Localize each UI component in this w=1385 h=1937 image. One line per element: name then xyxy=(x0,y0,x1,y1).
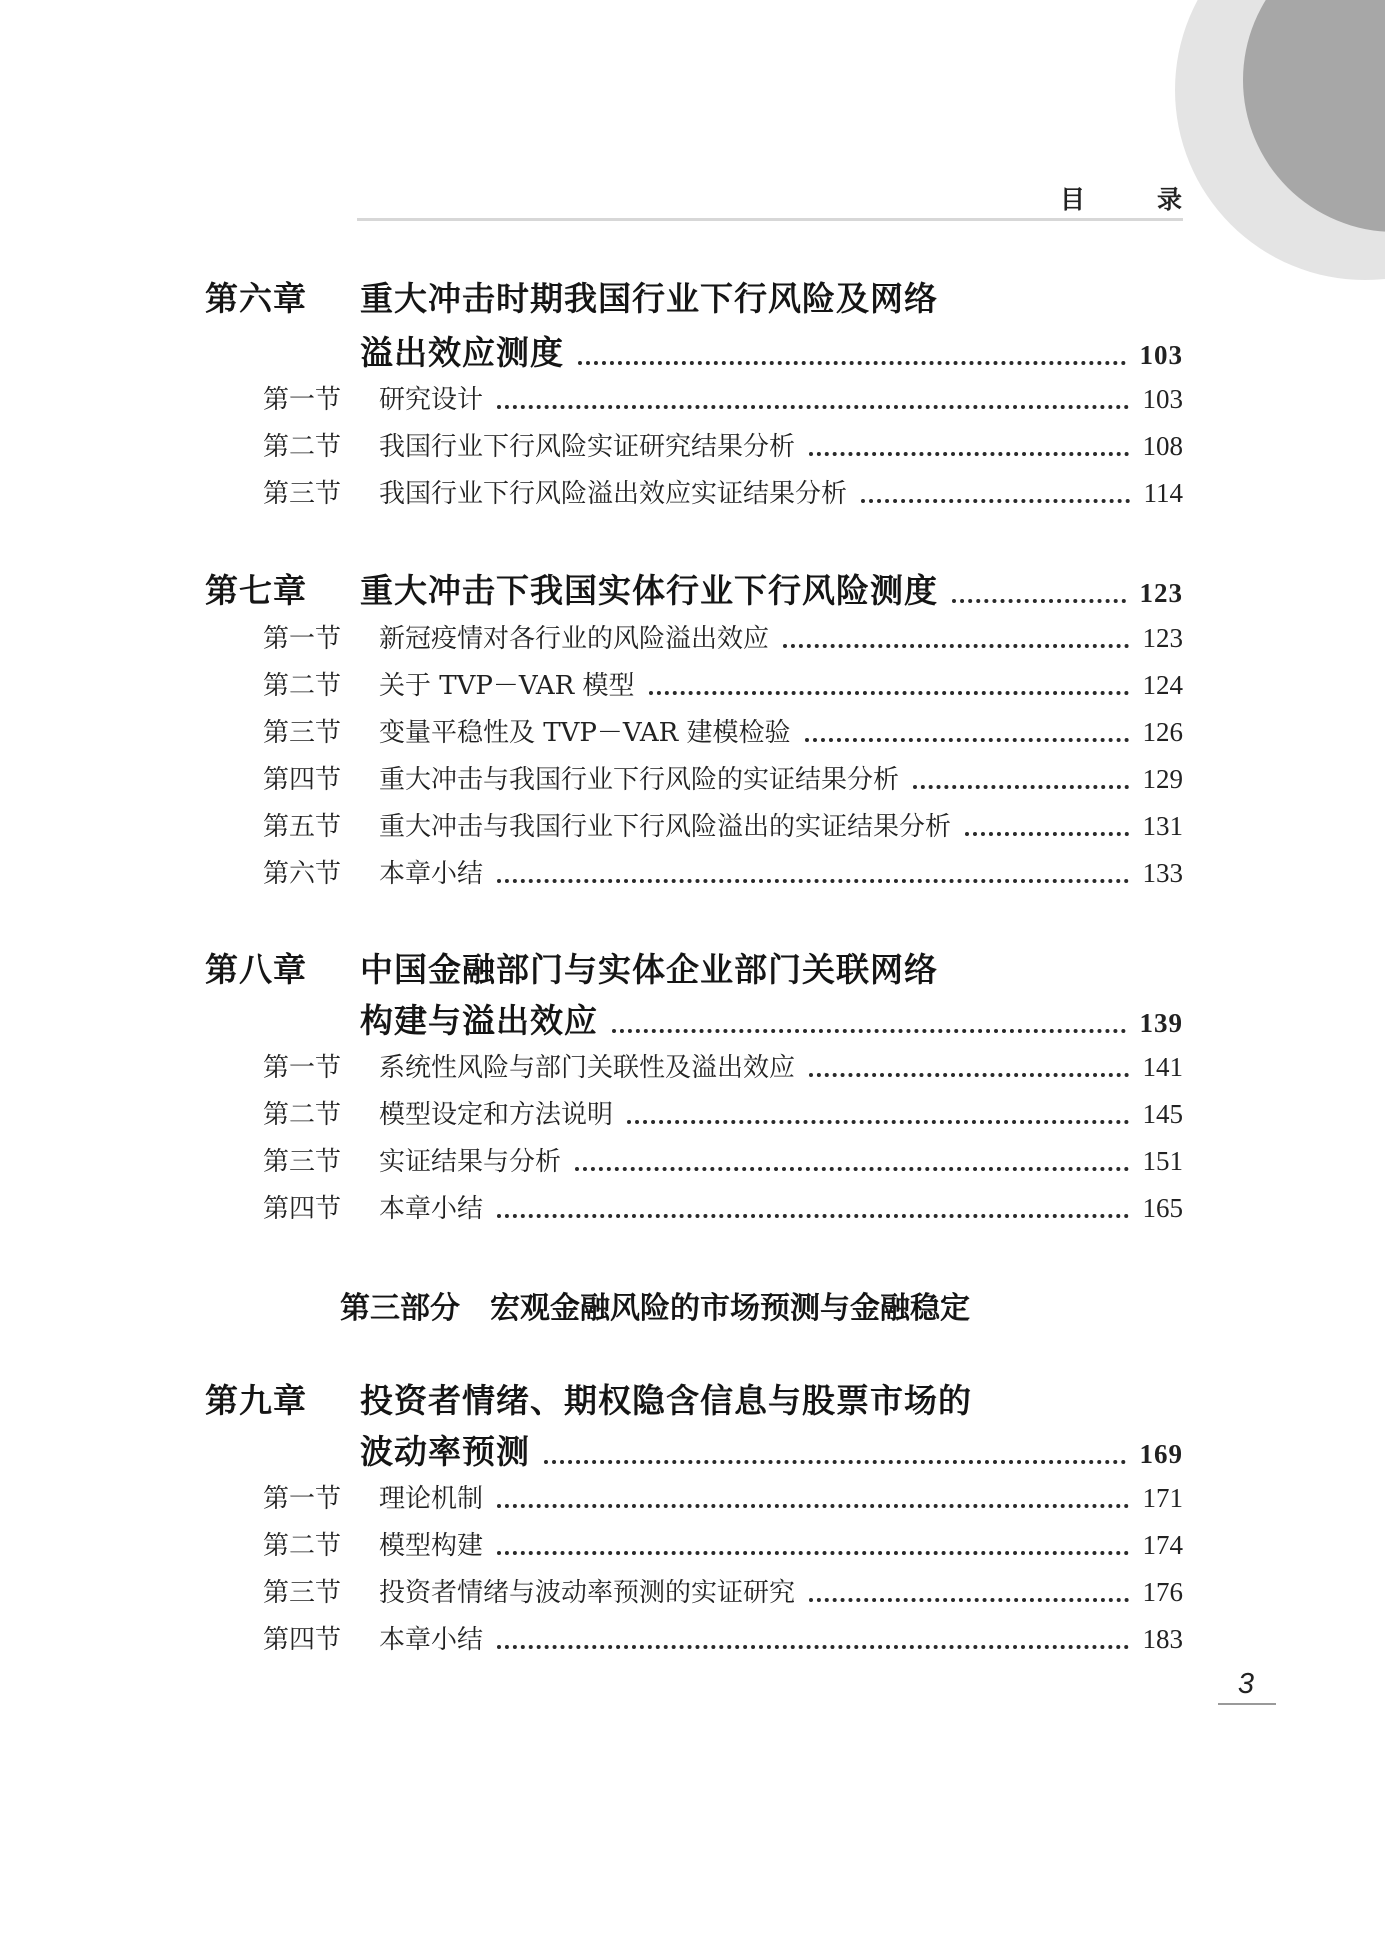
chapter-title: 重大冲击时期我国行业下行风险及网络 xyxy=(360,279,938,318)
chapter-title-cont: 波动率预测 xyxy=(360,1432,530,1471)
toc-section[interactable] xyxy=(263,1148,1183,1175)
dot-leader xyxy=(809,452,1128,456)
section-title: 关于 TVP－VAR 模型 xyxy=(379,671,635,701)
section-title: 实证结果与分析 xyxy=(379,1147,562,1177)
section-number: 第一节 xyxy=(263,1484,342,1514)
dot-leader xyxy=(578,361,1126,365)
dot-leader xyxy=(612,1029,1126,1033)
page-ref: 141 xyxy=(1142,1052,1183,1082)
dot-leader xyxy=(627,1120,1128,1124)
section-number: 第一节 xyxy=(263,385,342,415)
dot-leader xyxy=(952,599,1126,603)
dot-leader xyxy=(809,1073,1128,1077)
toc-chapter-9-cont[interactable] xyxy=(360,1432,1183,1471)
page-ref: 129 xyxy=(1142,764,1183,794)
page-ref: 123 xyxy=(1142,623,1183,653)
toc-section[interactable] xyxy=(263,1579,1183,1606)
chapter-title: 中国金融部门与实体企业部门关联网络 xyxy=(360,950,938,989)
toc-chapter-8-cont[interactable] xyxy=(360,1001,1183,1040)
page-ref: 108 xyxy=(1142,431,1183,461)
section-number: 第四节 xyxy=(263,1194,342,1224)
section-number: 第一节 xyxy=(263,1053,342,1083)
toc-section[interactable] xyxy=(263,1485,1183,1512)
dot-leader xyxy=(497,879,1128,883)
section-title: 研究设计 xyxy=(379,385,484,415)
dot-leader xyxy=(497,1645,1128,1649)
page-ref: 145 xyxy=(1142,1099,1183,1129)
section-title: 重大冲击与我国行业下行风险溢出的实证结果分析 xyxy=(379,812,952,842)
page-ref: 103 xyxy=(1142,384,1183,414)
dot-leader xyxy=(809,1598,1128,1602)
part-heading xyxy=(340,1283,970,1327)
corner-decoration xyxy=(1165,0,1385,300)
toc-section[interactable] xyxy=(263,813,1183,840)
toc-section[interactable] xyxy=(263,480,1183,507)
toc-chapter-8[interactable] xyxy=(205,950,1183,989)
section-title: 变量平稳性及 TVP－VAR 建模检验 xyxy=(379,718,791,748)
dot-leader xyxy=(783,644,1128,648)
dot-leader xyxy=(575,1167,1128,1171)
toc-section[interactable] xyxy=(263,672,1183,699)
dot-leader xyxy=(913,785,1128,789)
dot-leader xyxy=(649,691,1129,695)
section-title: 理论机制 xyxy=(379,1484,484,1514)
page-ref: 176 xyxy=(1142,1577,1183,1607)
dot-leader xyxy=(497,1504,1128,1508)
section-title: 系统性风险与部门关联性及溢出效应 xyxy=(379,1053,796,1083)
chapter-number: 第七章 xyxy=(205,571,307,610)
running-header-right: 录 xyxy=(1156,185,1182,214)
section-number: 第二节 xyxy=(263,1100,342,1130)
chapter-title-cont: 溢出效应测度 xyxy=(360,333,564,372)
toc-section[interactable] xyxy=(263,719,1183,746)
section-title: 我国行业下行风险实证研究结果分析 xyxy=(379,432,796,462)
toc-section[interactable] xyxy=(263,766,1183,793)
toc-section[interactable] xyxy=(263,433,1183,460)
page-ref: 103 xyxy=(1139,340,1183,370)
page-number-rule xyxy=(1218,1703,1276,1705)
section-number: 第三节 xyxy=(263,718,342,748)
dot-leader xyxy=(861,499,1129,503)
toc-section[interactable] xyxy=(263,1626,1183,1653)
toc-section[interactable] xyxy=(263,1054,1183,1081)
page-ref: 123 xyxy=(1139,578,1183,608)
section-number: 第三节 xyxy=(263,1147,342,1177)
section-title: 本章小结 xyxy=(379,1194,484,1224)
header-rule xyxy=(357,218,1183,221)
section-number: 第二节 xyxy=(263,432,342,462)
page-ref: 183 xyxy=(1142,1624,1183,1654)
chapter-title-cont: 构建与溢出效应 xyxy=(360,1001,598,1040)
page-ref: 169 xyxy=(1139,1439,1183,1469)
page-ref: 171 xyxy=(1142,1483,1183,1513)
section-number: 第六节 xyxy=(263,859,342,889)
section-number: 第五节 xyxy=(263,812,342,842)
toc-chapter-9[interactable] xyxy=(205,1381,1183,1420)
toc-chapter-6[interactable] xyxy=(205,279,1183,318)
section-number: 第四节 xyxy=(263,1625,342,1655)
part-title: 宏观金融风险的市场预测与金融稳定 xyxy=(490,1291,970,1326)
page-ref: 139 xyxy=(1139,1008,1183,1038)
page-ref: 133 xyxy=(1142,858,1183,888)
page-ref: 165 xyxy=(1142,1193,1183,1223)
section-title: 投资者情绪与波动率预测的实证研究 xyxy=(379,1578,796,1608)
section-title: 模型设定和方法说明 xyxy=(379,1100,614,1130)
page-ref: 151 xyxy=(1142,1146,1183,1176)
dot-leader xyxy=(805,738,1129,742)
section-number: 第一节 xyxy=(263,624,342,654)
dot-leader xyxy=(965,832,1128,836)
page-ref: 126 xyxy=(1142,717,1183,747)
section-title: 模型构建 xyxy=(379,1531,484,1561)
section-title: 新冠疫情对各行业的风险溢出效应 xyxy=(379,624,770,654)
dot-leader xyxy=(497,1551,1128,1555)
section-number: 第三节 xyxy=(263,1578,342,1608)
toc-section[interactable] xyxy=(263,1195,1183,1222)
chapter-number: 第六章 xyxy=(205,279,307,318)
page-ref: 174 xyxy=(1142,1530,1183,1560)
page-ref: 131 xyxy=(1142,811,1183,841)
toc-section[interactable] xyxy=(263,1101,1183,1128)
toc-section[interactable] xyxy=(263,1532,1183,1559)
page-number: 3 xyxy=(1237,1668,1255,1700)
section-title: 本章小结 xyxy=(379,859,484,889)
part-label: 第三部分 xyxy=(340,1291,460,1326)
section-number: 第四节 xyxy=(263,765,342,795)
section-number: 第二节 xyxy=(263,1531,342,1561)
chapter-number: 第八章 xyxy=(205,950,307,989)
section-number: 第二节 xyxy=(263,671,342,701)
chapter-title: 投资者情绪、期权隐含信息与股票市场的 xyxy=(360,1381,972,1420)
running-header xyxy=(1060,178,1182,218)
section-number: 第三节 xyxy=(263,479,342,509)
dot-leader xyxy=(544,1460,1126,1464)
page-ref: 114 xyxy=(1143,478,1183,508)
toc-section[interactable] xyxy=(263,860,1183,887)
toc-chapter-7[interactable] xyxy=(205,571,1183,610)
toc-chapter-6-cont[interactable] xyxy=(360,333,1183,372)
dot-leader xyxy=(497,1214,1128,1218)
section-title: 重大冲击与我国行业下行风险的实证结果分析 xyxy=(379,765,900,795)
running-header-left: 目 xyxy=(1060,185,1086,214)
chapter-title: 重大冲击下我国实体行业下行风险测度 xyxy=(360,571,938,610)
chapter-number: 第九章 xyxy=(205,1381,307,1420)
dot-leader xyxy=(497,405,1128,409)
section-title: 我国行业下行风险溢出效应实证结果分析 xyxy=(379,479,848,509)
toc-section[interactable] xyxy=(263,386,1183,413)
section-title: 本章小结 xyxy=(379,1625,484,1655)
page-ref: 124 xyxy=(1142,670,1183,700)
toc-section[interactable] xyxy=(263,625,1183,652)
